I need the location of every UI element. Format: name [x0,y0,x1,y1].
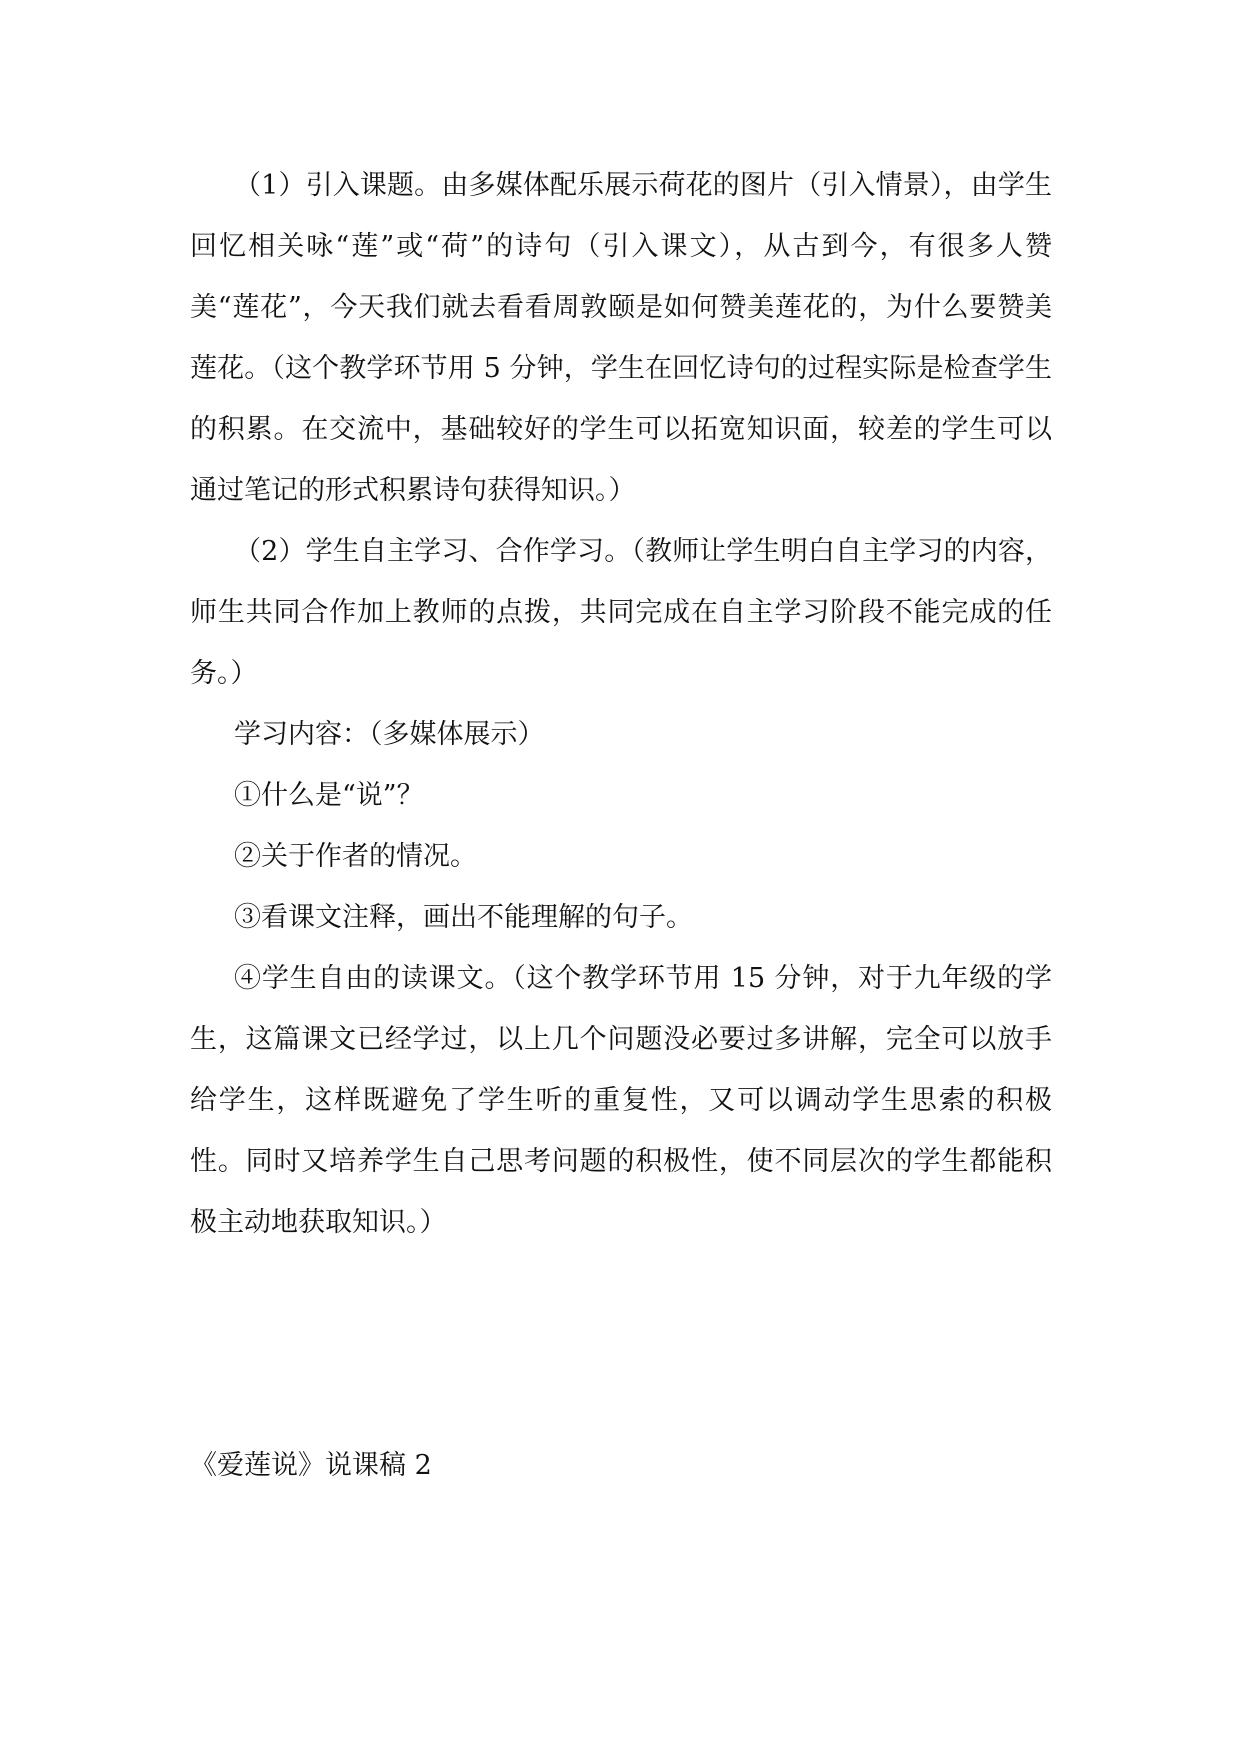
list-item: ①什么是“说”？ [234,780,424,811]
list-item: ③看课文注释，画出不能理解的句子。 [234,902,693,933]
paragraph-intro: （1）引入课题。由多媒体配乐展示荷花的图片（引入情景），由学生回忆相关咏“莲”或“荷”的诗句（引入课文），从古到今，有很多人赞美“莲花”，今天我们就去看看周敦颐是如何赞美莲花的，为什么要赞美莲花。（这个教学环节用 5 分钟，学生在回忆诗句的过程实际是检查学生的积累。在交流中，基础较好的学生可以拓宽知识面，较差的学生可以通过笔记的形式积累诗句获得知识。） [190,170,1052,506]
section-heading: 《爱莲说》说课稿 2 [190,1450,432,1481]
document-body [190,155,1052,1253]
content-title: 学习内容：（多媒体展示） [234,719,545,750]
paragraph-self-study: （2）学生自主学习、合作学习。（教师让学生明白自主学习的内容，师生共同合作加上教师的点拨，共同完成在自主学习阶段不能完成的任务。） [190,536,1052,689]
paragraph-reading: ④学生自由的读课文。（这个教学环节用 15 分钟，对于九年级的学生，这篇课文已经学过，以上几个问题没必要过多讲解，完全可以放手给学生，这样既避免了学生听的重复性，又可以调动学生思索的积极性。同时又培养学生自己思考问题的积极性，使不同层次的学生都能积极主动地获取知识。） [190,963,1052,1238]
list-item: ②关于作者的情况。 [234,841,477,872]
